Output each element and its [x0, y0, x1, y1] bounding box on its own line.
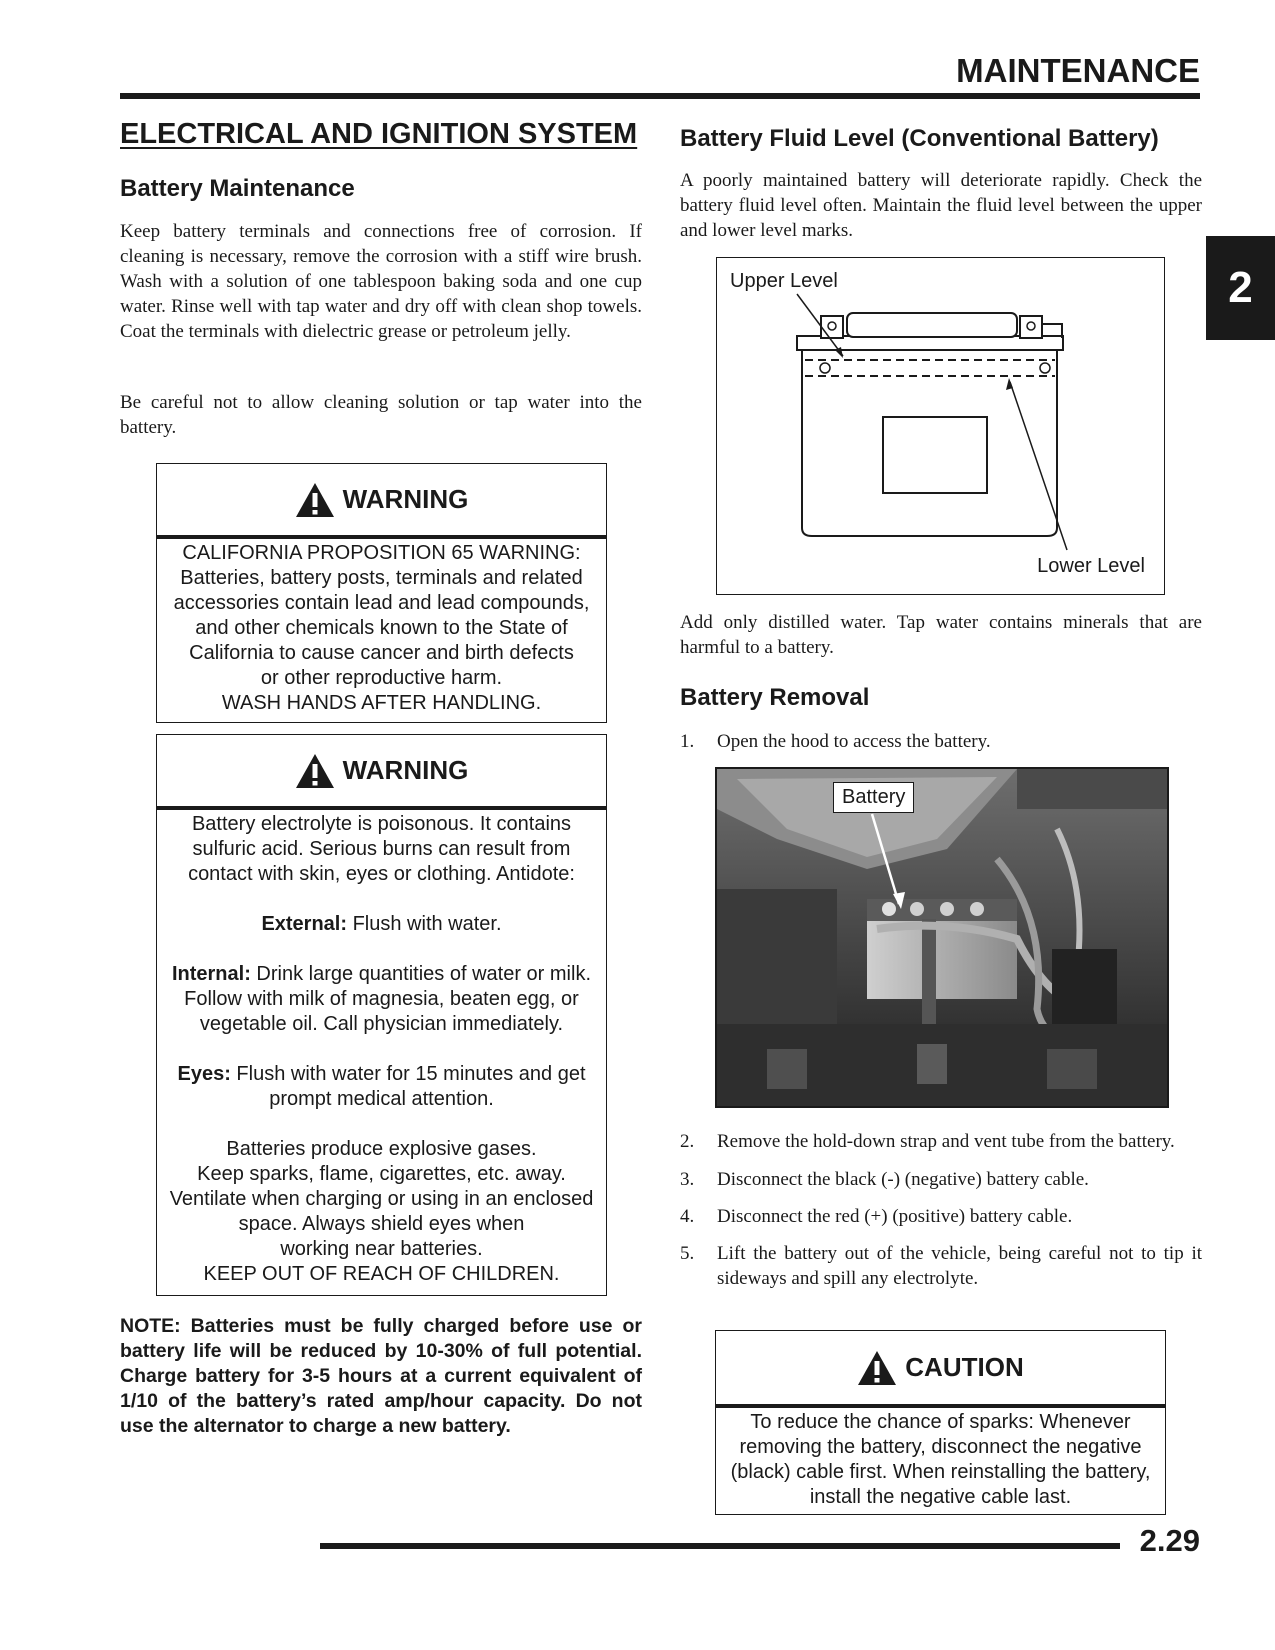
warning-line: CALIFORNIA PROPOSITION 65 WARNING:: [182, 542, 581, 564]
warning-line: KEEP OUT OF REACH OF CHILDREN.: [203, 1263, 560, 1285]
warning-line: Keep sparks, flame, cigarettes, etc. away.: [197, 1163, 566, 1185]
warning-line: Follow with milk of magnesia, beaten egg, or: [184, 988, 579, 1010]
fluid-level-paragraph: A poorly maintained battery will deteriorate rapidly. Check the battery fluid level often. Maintain the fluid level between the upper and lower level marks.: [680, 170, 1202, 241]
internal-label: Internal:: [171, 963, 251, 985]
warning-triangle-icon: [295, 753, 335, 789]
warning-triangle-icon: [295, 482, 335, 518]
warning-line: vegetable oil. Call physician immediately.: [199, 1013, 564, 1035]
caution-line: (black) cable first. When reinstalling the battery,: [730, 1461, 1151, 1483]
warning-line: prompt medical attention.: [269, 1088, 494, 1110]
external-label: External:: [261, 913, 348, 935]
step-text: Remove the hold-down strap and vent tube from the battery.: [717, 1131, 1175, 1152]
caution-body: [716, 1408, 1165, 1510]
fluid-level-heading: Battery Fluid Level (Conventional Battery): [680, 125, 1159, 152]
step-number: 2.: [680, 1131, 695, 1152]
chapter-tab: 2: [1206, 236, 1275, 340]
antidote-eyes: [163, 1062, 600, 1087]
page-header-title: MAINTENANCE: [956, 52, 1200, 89]
charging-note: NOTE: Batteries must be fully charged before use or battery life will be reduced by 10-30% of full potential. Charge battery for 3-5 hours at a current equivalent of 1/10 of the battery’s rated amp/hour capacity. Do not use the alternator to charge a new battery.: [120, 1315, 642, 1437]
caution-line: To reduce the chance of sparks: Whenever: [750, 1411, 1131, 1433]
warning-label: WARNING: [342, 484, 469, 514]
battery-removal-heading: Battery Removal: [680, 684, 870, 711]
section-title: ELECTRICAL AND IGNITION SYSTEM: [120, 118, 638, 150]
warning-line: working near batteries.: [280, 1238, 483, 1260]
removal-step: [680, 1129, 1202, 1154]
battery-location-photo: [715, 767, 1169, 1108]
warning-line: Batteries produce explosive gases.: [226, 1138, 537, 1160]
removal-step: [680, 729, 1202, 754]
upper-level-label: Upper Level: [730, 270, 838, 292]
step-number: 3.: [680, 1169, 695, 1190]
removal-step: [680, 1167, 1202, 1192]
removal-step: [680, 1204, 1202, 1229]
warning-line: California to cause cancer and birth defects: [189, 642, 574, 664]
warning-line: Battery electrolyte is poisonous. It contains: [191, 813, 572, 835]
footer-rule: [320, 1543, 1120, 1549]
distilled-water-paragraph: Add only distilled water. Tap water contains minerals that are harmful to a battery.: [680, 612, 1202, 658]
warning-line: space. Always shield eyes when: [238, 1213, 525, 1235]
warning-line: sulfuric acid. Serious burns can result from: [192, 838, 571, 860]
warning-header: [157, 735, 606, 810]
engine-bay-illustration: [717, 769, 1167, 1106]
removal-step-list-1: [680, 729, 1202, 754]
warning-line: accessories contain lead and lead compounds,: [173, 592, 590, 614]
antidote-external: [163, 912, 600, 937]
removal-step: [680, 1241, 1202, 1291]
maintenance-paragraph: Keep battery terminals and connections free of corrosion. If cleaning is necessary, remove the corrosion with a stiff wire brush. Wash with a solution of one tablespoon baking soda and one cup water. Rinse well with tap water and dry off with clean shop towels. Coat the terminals with dielectric grease or petroleum jelly.: [120, 221, 642, 342]
caution-triangle-icon: [857, 1350, 897, 1386]
warning-line: or other reproductive harm.: [260, 667, 503, 689]
header-rule: [120, 93, 1200, 99]
warning-body: [157, 539, 606, 716]
warning-label: WARNING: [342, 755, 469, 785]
step-number: 4.: [680, 1206, 695, 1227]
warning-box-electrolyte: [156, 734, 607, 1296]
warning-header: [157, 464, 606, 539]
caution-line: install the negative cable last.: [809, 1486, 1072, 1508]
eyes-text: Flush with water for 15 minutes and get: [230, 1063, 586, 1085]
caution-header: [716, 1331, 1165, 1408]
eyes-label: Eyes:: [177, 1063, 231, 1085]
internal-text: Drink large quantities of water or milk.: [250, 963, 592, 985]
warning-line: Ventilate when charging or using in an enclosed: [169, 1188, 594, 1210]
step-number: 1.: [680, 731, 695, 752]
battery-callout-label: Battery: [833, 782, 914, 813]
caution-label: CAUTION: [905, 1352, 1024, 1382]
warning-body: [157, 810, 606, 1287]
step-text: Lift the battery out of the vehicle, being careful not to tip it sideways and spill any electrolyte.: [717, 1243, 1202, 1289]
warning-line: contact with skin, eyes or clothing. Antidote:: [188, 863, 575, 885]
step-text: Disconnect the black (-) (negative) battery cable.: [717, 1169, 1089, 1190]
removal-step-list-2: [680, 1129, 1202, 1291]
step-text: Open the hood to access the battery.: [717, 731, 991, 752]
external-text: Flush with water.: [347, 913, 502, 935]
step-text: Disconnect the red (+) (positive) battery cable.: [717, 1206, 1073, 1227]
caution-line: removing the battery, disconnect the negative: [739, 1436, 1142, 1458]
page-number: 2.29: [1139, 1523, 1200, 1558]
battery-fluid-diagram: [716, 257, 1165, 595]
battery-maintenance-heading: Battery Maintenance: [120, 175, 355, 202]
step-number: 5.: [680, 1243, 695, 1264]
caution-box: [715, 1330, 1166, 1515]
lower-level-label: Lower Level: [1037, 555, 1145, 577]
warning-line: and other chemicals known to the State of: [195, 617, 568, 639]
warning-line: WASH HANDS AFTER HANDLING.: [221, 692, 542, 714]
warning-box-prop65: [156, 463, 607, 723]
battery-diagram-graphic: [717, 258, 1164, 594]
cleaning-caution-paragraph: Be careful not to allow cleaning solution or tap water into the battery.: [120, 392, 642, 438]
warning-line: Batteries, battery posts, terminals and related: [180, 567, 583, 589]
antidote-internal: [163, 962, 600, 987]
